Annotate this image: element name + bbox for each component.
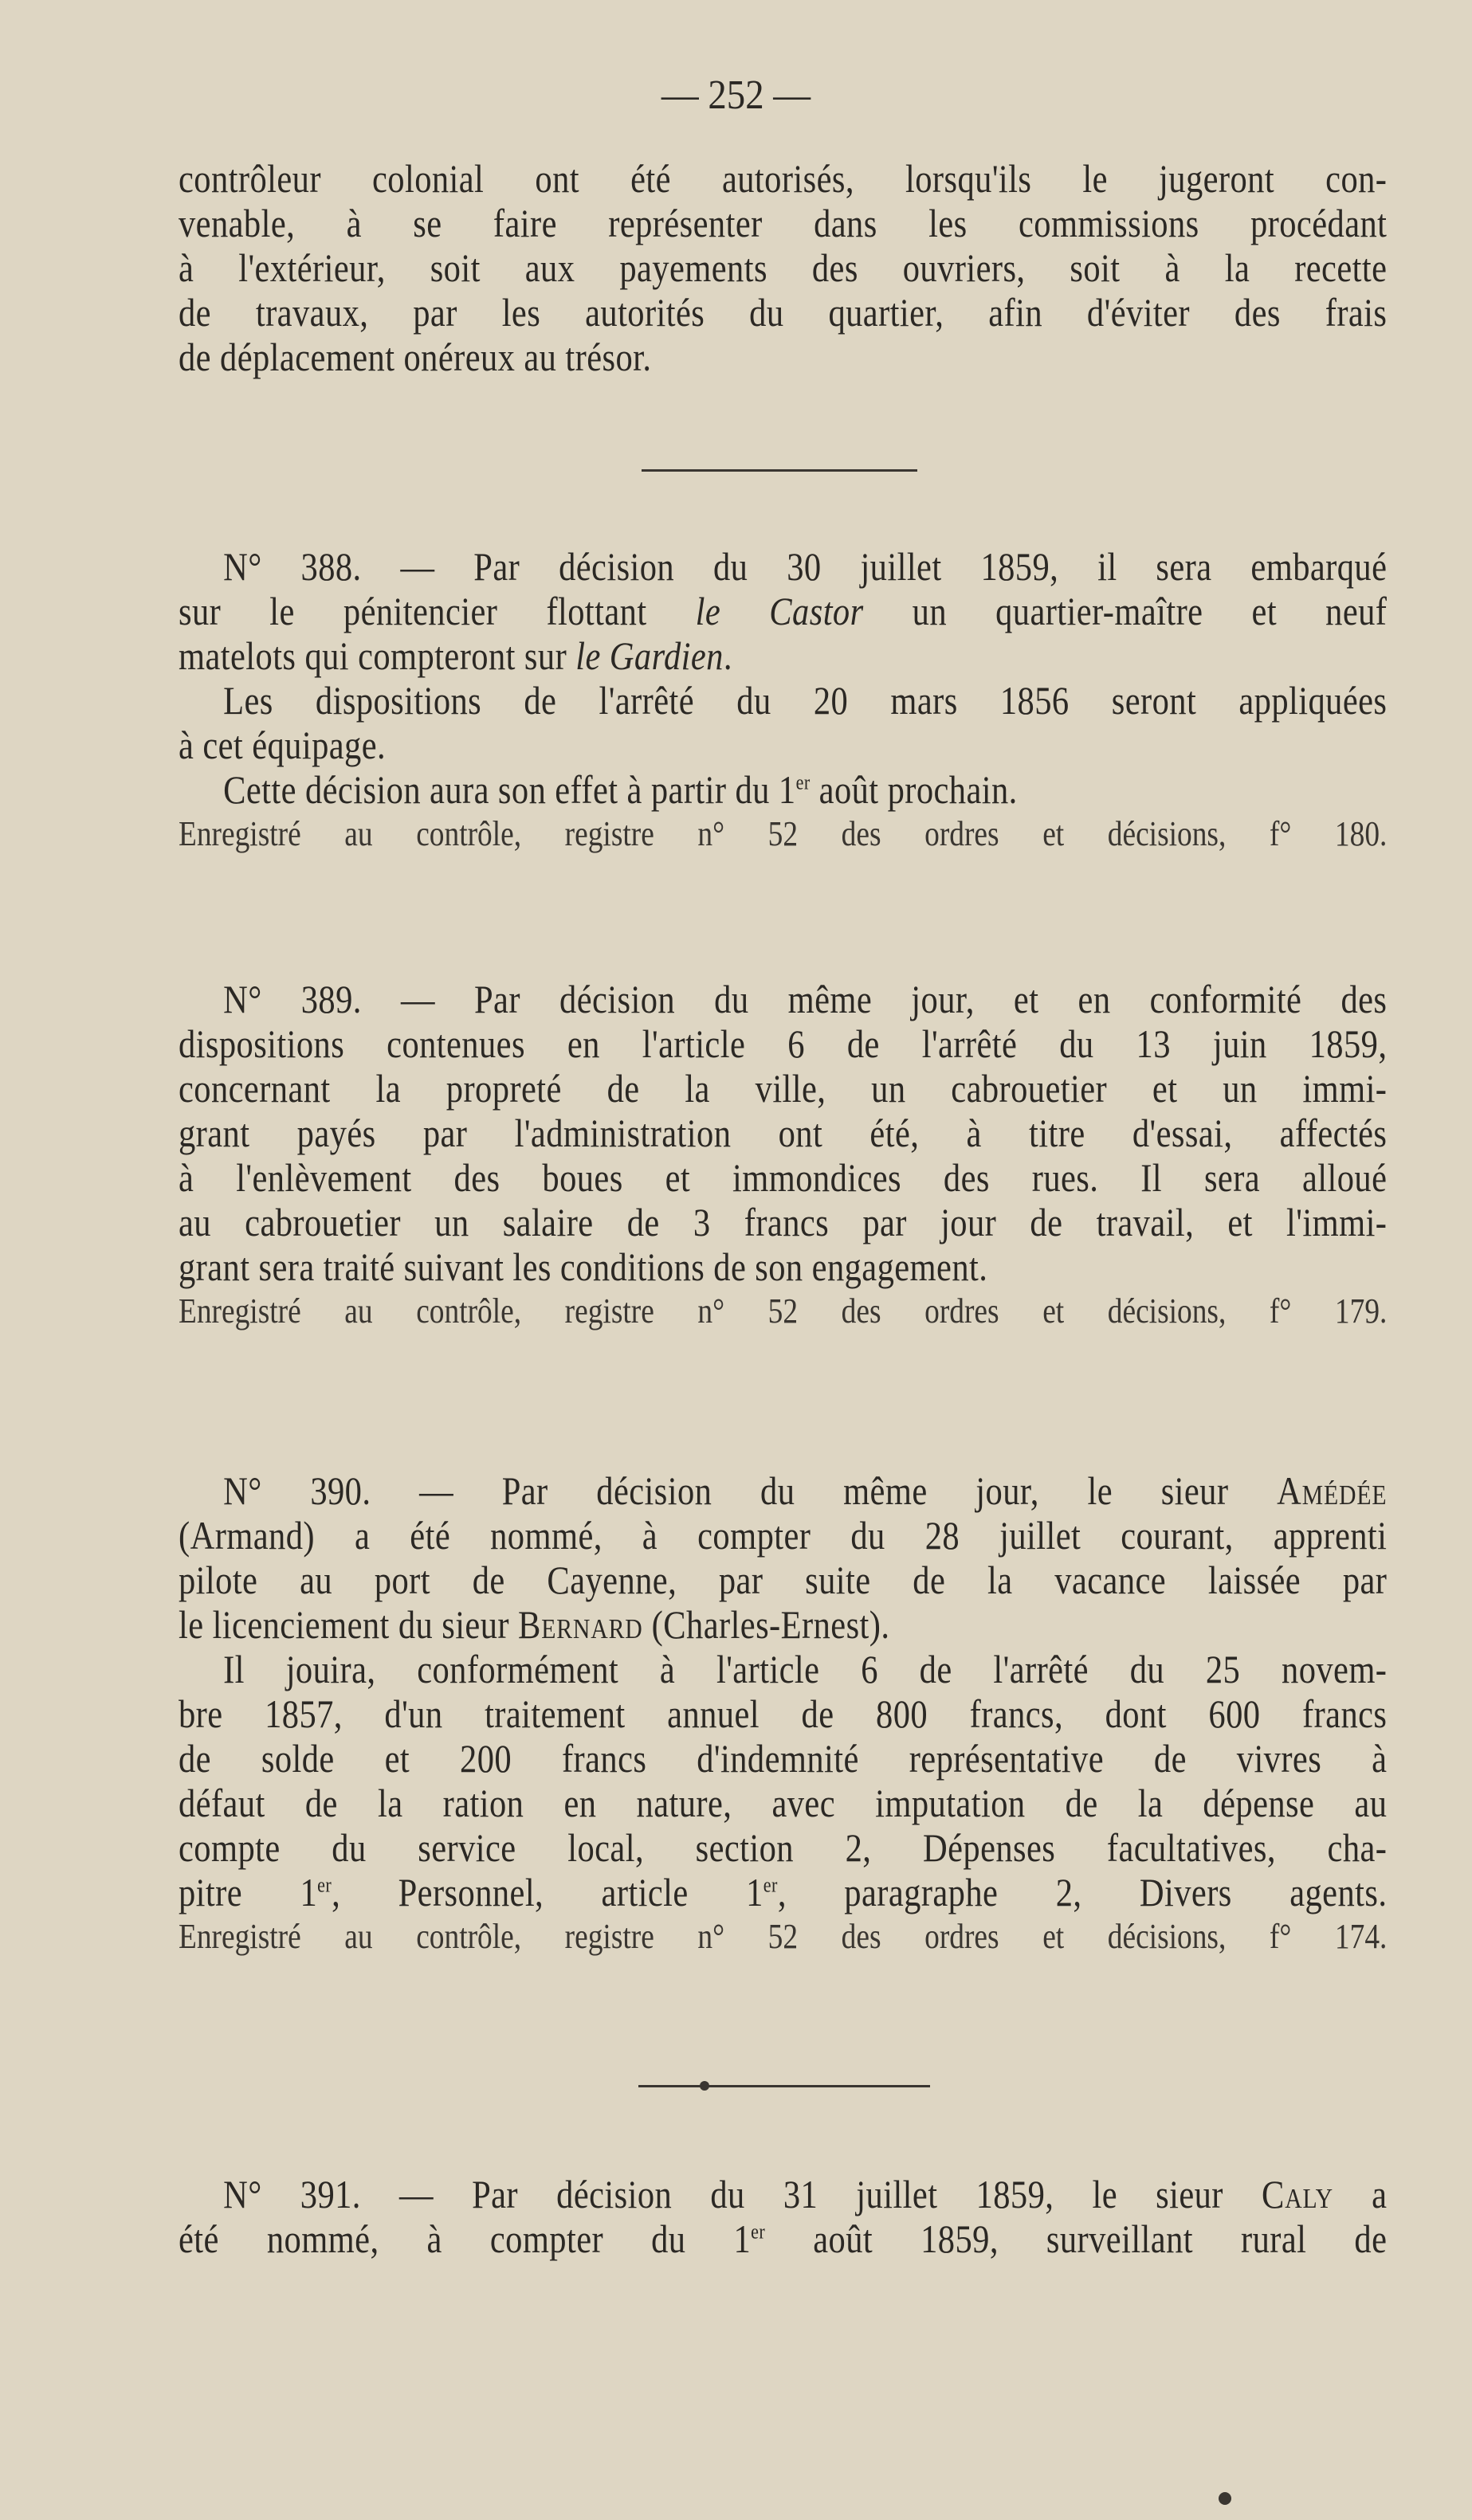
text-line: à l'extérieur, soit aux payements des ouvriers, soit à la recette	[179, 245, 1388, 290]
text-line: grant sera traité suivant les conditions de son engagement.	[179, 1244, 988, 1289]
text-line: été nommé, à compter du 1er août 1859, surveillant rural de	[179, 2216, 1388, 2261]
text-line: dispositions contenues en l'article 6 de l'arrêté du 13 juin 1859,	[179, 1021, 1388, 1066]
registration-note: Enregistré au contrôle, registre n° 52 des ordres et décisions, f° 174.	[179, 1917, 1388, 1956]
text-line: (Armand) a été nommé, à compter du 28 juillet courant, apprenti	[179, 1513, 1388, 1558]
decision-heading-line: N° 389. — Par décision du même jour, et en conformité des	[223, 977, 1388, 1021]
text-line: contrôleur colonial ont été autorisés, lorsqu'ils le jugeront con-	[179, 156, 1388, 201]
person-name: Amédée	[1277, 1468, 1388, 1513]
text-line: pitre 1er, Personnel, article 1er, paragraphe 2, Divers agents.	[179, 1870, 1388, 1914]
decision-389	[179, 977, 1388, 1334]
ink-spot	[1219, 2492, 1231, 2505]
decision-heading-line: N° 391. — Par décision du 31 juillet 1859, le sieur Caly a	[223, 2172, 1388, 2216]
text-line: venable, à se faire représenter dans les commissions procédant	[179, 201, 1388, 245]
decision-heading-line: N° 390. — Par décision du même jour, le sieur Amédée	[223, 1468, 1388, 1513]
ship-name: le Castor	[695, 589, 864, 633]
person-name: Bernard	[518, 1602, 643, 1647]
text-line: de travaux, par les autorités du quartier, afin d'éviter des frais	[179, 290, 1388, 335]
text-line: le licenciement du sieur Bernard (Charles-Ernest).	[179, 1602, 890, 1647]
text-line: au cabrouetier un salaire de 3 francs par jour de travail, et l'immi-	[179, 1200, 1388, 1244]
text-line: matelots qui compteront sur le Gardien.	[179, 633, 732, 678]
divider-ornament	[700, 2081, 709, 2091]
text-line: Cette décision aura son effet à partir du 1er août prochain.	[223, 767, 1018, 812]
page-number: — 252 —	[661, 73, 811, 118]
decision-391	[179, 2172, 1388, 2261]
text-line: pilote au port de Cayenne, par suite de la vacance laissée par	[179, 1558, 1388, 1602]
text-line: de solde et 200 francs d'indemnité représentative de vivres à	[179, 1736, 1388, 1781]
text-line: bre 1857, d'un traitement annuel de 800 francs, dont 600 francs	[179, 1691, 1388, 1736]
text-line: défaut de la ration en nature, avec imputation de la dépense au	[179, 1781, 1388, 1825]
text-line: grant payés par l'administration ont été, à titre d'essai, affectés	[179, 1111, 1388, 1155]
text-line: de déplacement onéreux au trésor.	[179, 335, 652, 379]
text-line: à cet équipage.	[179, 723, 387, 767]
intro-paragraph	[179, 156, 1388, 379]
section-divider	[642, 469, 917, 472]
registration-note: Enregistré au contrôle, registre n° 52 des ordres et décisions, f° 180.	[179, 814, 1388, 853]
text-line: concernant la propreté de la ville, un cabrouetier et un immi-	[179, 1066, 1388, 1111]
text-line: Il jouira, conformément à l'article 6 de l'arrêté du 25 novem-	[223, 1647, 1388, 1691]
text-line: compte du service local, section 2, Dépenses facultatives, cha-	[179, 1825, 1388, 1870]
decision-heading-line: N° 388. — Par décision du 30 juillet 1859, il sera embarqué	[223, 544, 1388, 589]
person-name: Caly	[1262, 2172, 1333, 2216]
registration-note: Enregistré au contrôle, registre n° 52 des ordres et décisions, f° 179.	[179, 1291, 1388, 1331]
ship-name: le Gardien	[575, 633, 724, 678]
section-divider	[638, 2085, 930, 2087]
decision-390	[179, 1468, 1388, 1959]
decision-388	[179, 544, 1388, 856]
text-line: à l'enlèvement des boues et immondices des rues. Il sera alloué	[179, 1155, 1388, 1200]
text-line: Les dispositions de l'arrêté du 20 mars 1856 seront appliquées	[223, 678, 1388, 723]
text-line: sur le pénitencier flottant le Castor un quartier-maître et neuf	[179, 589, 1388, 633]
